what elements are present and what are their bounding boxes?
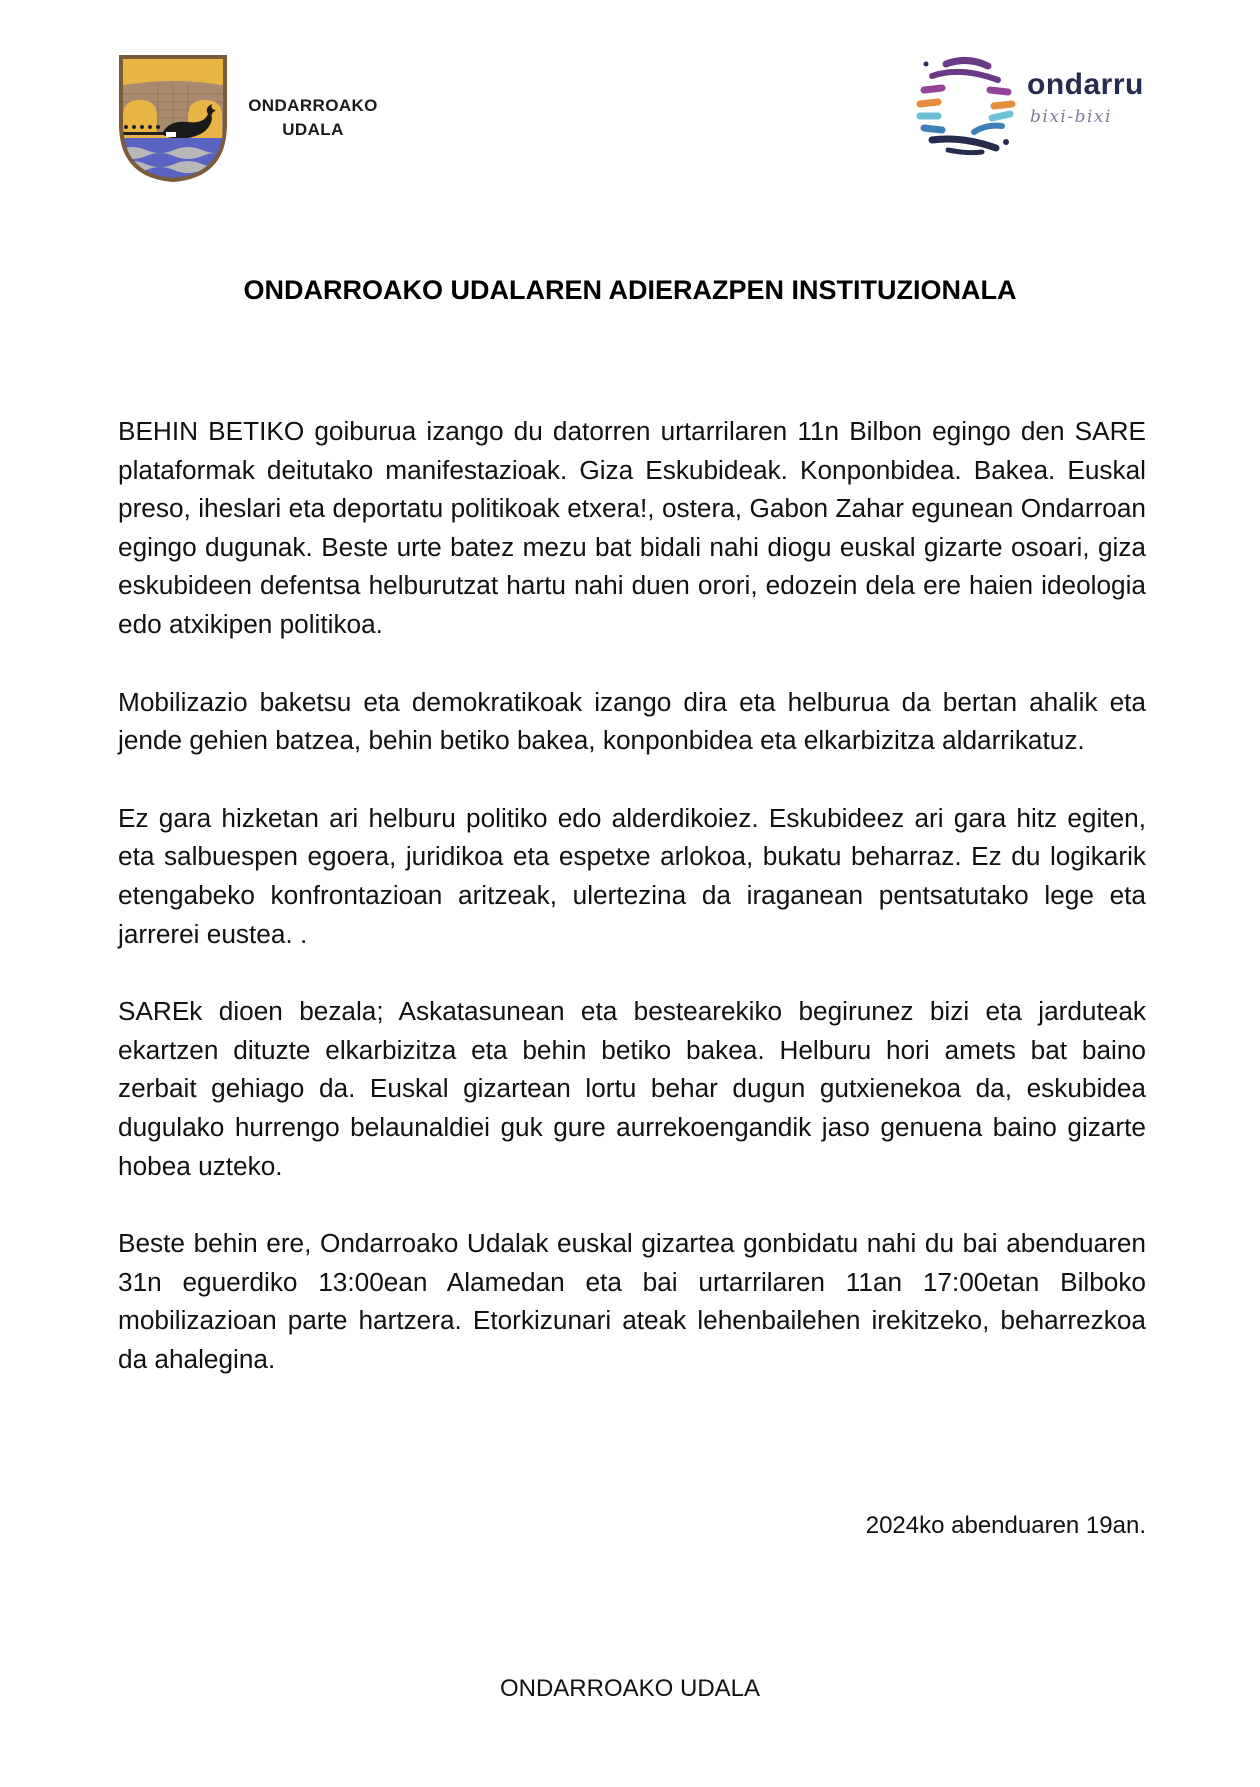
document-date: 2024ko abenduaren 19an. [865,1512,1146,1539]
letterhead [0,0,1260,200]
coat-of-arms-icon [118,54,228,182]
document-title: ONDARROAKO UDALAREN ADIERAZPEN INSTITUZIONALA [243,275,1017,305]
brand-name: ondarru [1027,68,1144,101]
paragraph: SAREk dioen bezala; Askatasunean eta bestearekiko begirunez bizi eta jarduteak ekartzen dituzte elkarbizitza eta behin betiko bakea. Helburu hori amets bat baino zerbait gehiago da. Euskal gizartean lortu behar dugun gutxienekoa da, eskubidea dugulako hurrengo belaunaldiei guk gure aurrekoengandik jaso genuena baino gizarte hobea uzteko. [118,996,1146,1181]
brand-tagline: bixi-bixi [1030,107,1112,127]
municipality-label-line2: UDALA [282,120,344,139]
paragraph: Mobilizazio baketsu eta demokratikoak izango dira eta helburua da bertan ahalik eta jende gehien batzea, behin betiko bakea, konponbidea eta elkarbizitza aldarrikatuz. [118,686,1146,756]
ondarru-logo-icon [912,52,1018,156]
document-body [118,412,1146,1417]
paragraph: Beste behin ere, Ondarroako Udalak euskal gizartea gonbidatu nahi du bai abenduaren 31n eguerdiko 13:00ean Alamedan eta bai urtarrilaren 11an 17:00etan Bilboko mobilizazioan parte hartzera. Etorkizunari ateak lehenbailehen irekitzeko, beharrezkoa da ahalegina. [118,1228,1146,1374]
paragraph: Ez gara hizketan ari helburu politiko edo alderdikoiez. Eskubideez ari gara hitz egiten, eta salbuespen egoera, juridikoa eta espetxe arlokoa, bukatu beharraz. Ez du logikarik etengabeko konfrontazioan aritzeak, ulertezina da iraganean pentsatutako lege eta jarrerei eustea. . [118,802,1146,949]
municipality-label-line1: ONDARROAKO [248,96,378,115]
municipality-label [238,94,388,142]
paragraph: BEHIN BETIKO goiburua izango du datorren urtarrilaren 11n Bilbon egingo den SARE plataformak deitutako manifestazioak. Giza Eskubideak. Konponbidea. Bakea. Euskal preso, iheslari eta deportatu politikoak etxera!, ostera, Gabon Zahar egunean Ondarroan egingo dugunak. Beste urte batez mezu bat bidali nahi diogu euskal gizarte osoari, giza eskubideen defentsa helburutzat hartu nahi duen orori, edozein dela ere haien ideologia edo atxikipen politikoa. [118,416,1146,639]
signature: ONDARROAKO UDALA [499,1675,761,1702]
brand-logo [912,52,1152,156]
